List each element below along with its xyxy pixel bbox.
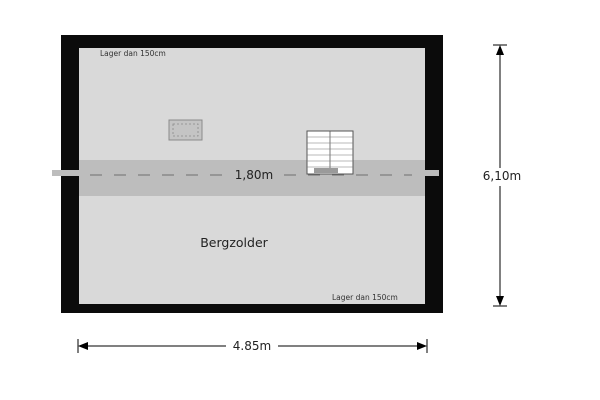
staircase-icon [307,131,353,174]
ridge-band-left-stub [52,170,79,176]
low-ceiling-label-bottom: Lager dan 150cm [332,293,398,302]
skylight-icon [169,120,202,140]
width-dimension-label: 4.85m [232,339,272,353]
ridge-band-right-stub [425,170,439,176]
room-name-label: Bergzolder [200,235,268,250]
depth-dimension-label: 6,10m [482,169,522,183]
ridge-height-label: 1,80m [234,168,274,182]
low-ceiling-label-top: Lager dan 150cm [100,49,166,58]
